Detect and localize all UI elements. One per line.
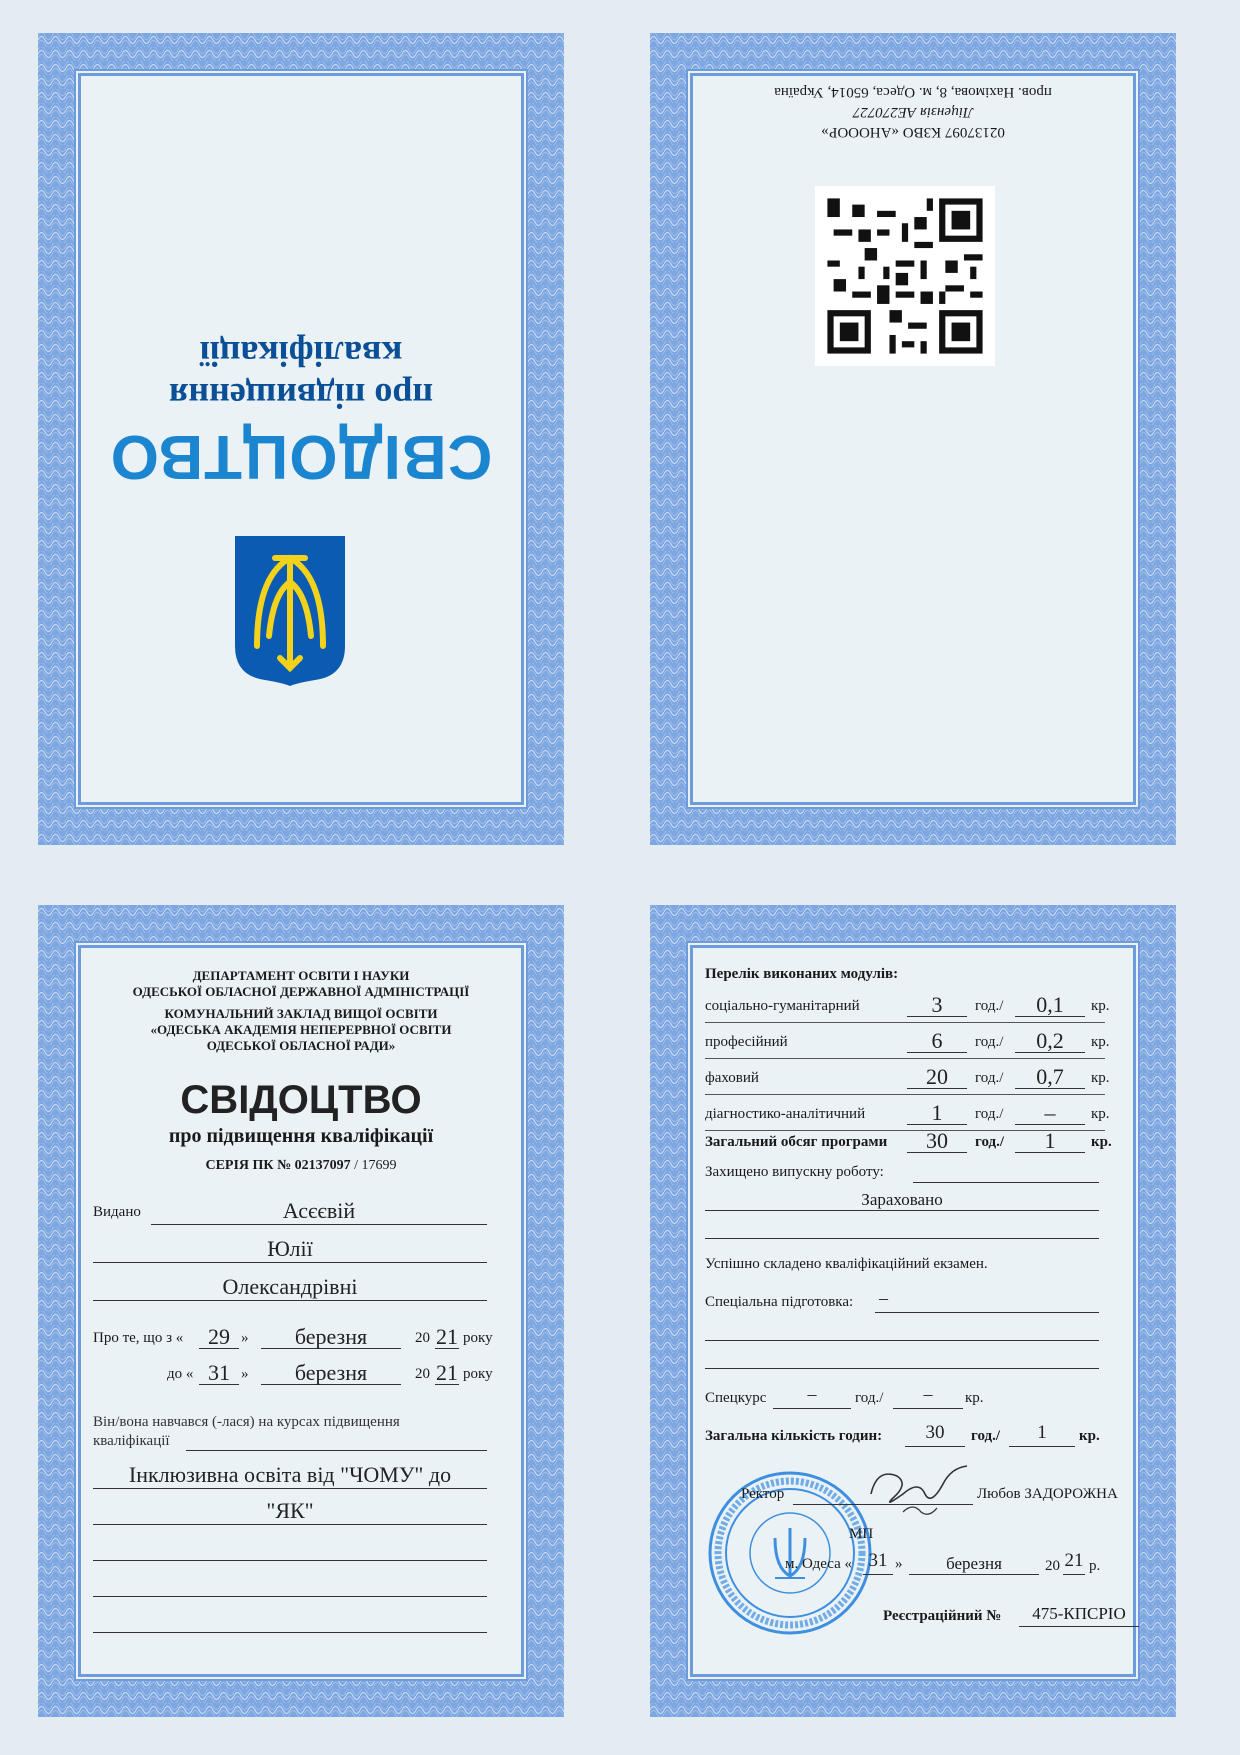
recipient-patronymic: Олександрівні bbox=[222, 1274, 358, 1299]
total2-label: Загальна кількість годин: bbox=[705, 1428, 883, 1444]
sign-year: 21 bbox=[1064, 1550, 1084, 1571]
speccourse-credits: – bbox=[923, 1384, 933, 1404]
module-credits-unit: кр. bbox=[1091, 1070, 1110, 1086]
module-hours-unit: год./ bbox=[975, 1070, 1004, 1086]
department-line-2: ОДЕСЬКОЇ ОБЛАСНОЇ ДЕРЖАВНОЇ АДМІНІСТРАЦІЇ bbox=[132, 984, 470, 999]
rector-signature-line bbox=[793, 1504, 973, 1505]
recipient-name: Юлії bbox=[267, 1236, 313, 1261]
module-hours-unit: год./ bbox=[975, 1034, 1004, 1050]
studied-line-2: кваліфікації bbox=[93, 1433, 170, 1449]
seal-mark: МП bbox=[849, 1526, 874, 1542]
back-page bbox=[650, 33, 1176, 845]
special-line-2 bbox=[705, 1340, 1099, 1341]
certificate-title: СВІДОЦТВО bbox=[180, 1078, 422, 1122]
cover-page bbox=[38, 33, 564, 845]
speccourse-label: Спецкурс bbox=[705, 1390, 767, 1406]
module-hours-unit: год./ bbox=[975, 998, 1004, 1014]
defended-label: Захищено випускну роботу: bbox=[705, 1164, 884, 1180]
module-credits-unit: кр. bbox=[1091, 1106, 1110, 1122]
rector-label: Ректор bbox=[741, 1486, 785, 1502]
total-credits-unit: кр. bbox=[1091, 1134, 1112, 1150]
speccourse-credits-unit: кр. bbox=[965, 1390, 984, 1406]
sign-quote: » bbox=[895, 1556, 903, 1572]
trident-emblem-icon bbox=[235, 536, 345, 686]
patronymic-line bbox=[93, 1300, 487, 1301]
to-year: 21 bbox=[436, 1360, 458, 1385]
studied-line bbox=[186, 1450, 487, 1451]
module-name: соціально-гуманітарний bbox=[705, 998, 860, 1014]
series-label: СЕРІЯ ПК № 02137097 bbox=[205, 1158, 351, 1173]
back-address: пров. Нахімова, 8, м. Одеса, 65014, Україна bbox=[774, 84, 1052, 100]
from-day: 29 bbox=[208, 1324, 230, 1349]
modules-heading: Перелік виконаних модулів: bbox=[705, 966, 899, 982]
cover-subtitle-2: кваліфікації bbox=[199, 334, 403, 374]
module-hours-unit: год./ bbox=[975, 1106, 1004, 1122]
cover-title: СВІДОЦТВО bbox=[109, 422, 493, 491]
official-seal-icon bbox=[705, 1468, 875, 1638]
blank-line-3 bbox=[93, 1632, 487, 1633]
total2-hours-unit: год./ bbox=[971, 1428, 1001, 1444]
to-year-label: року bbox=[463, 1366, 493, 1382]
name-line bbox=[93, 1262, 487, 1263]
total-label: Загальний обсяг програми bbox=[705, 1134, 888, 1150]
sign-month-line bbox=[909, 1574, 1039, 1575]
issued-label: Видано bbox=[93, 1204, 141, 1220]
course-line-2 bbox=[93, 1524, 487, 1525]
module-credits: 0,7 bbox=[1036, 1064, 1064, 1089]
institution-line-1: КОМУНАЛЬНИЙ ЗАКЛАД ВИЩОЇ ОСВІТИ bbox=[164, 1006, 438, 1021]
to-year-prefix: 20 bbox=[415, 1366, 430, 1382]
module-row-divider bbox=[705, 1094, 1105, 1095]
signature-icon bbox=[863, 1454, 973, 1524]
module-credits-unit: кр. bbox=[1091, 1034, 1110, 1050]
sign-year-suffix: р. bbox=[1089, 1558, 1101, 1574]
special-label: Спеціальна підготовка: bbox=[705, 1294, 854, 1310]
course-name-2: "ЯК" bbox=[266, 1498, 314, 1523]
sign-year-prefix: 20 bbox=[1045, 1558, 1060, 1574]
total2-hours: 30 bbox=[925, 1422, 945, 1443]
certificate-subtitle: про підвищення кваліфікації bbox=[168, 1125, 434, 1147]
city-label: м. Одеса « bbox=[785, 1556, 853, 1572]
registration-line bbox=[1019, 1626, 1139, 1627]
defended-line-2 bbox=[705, 1238, 1099, 1239]
total2-credits-line bbox=[1009, 1446, 1075, 1447]
from-year: 21 bbox=[436, 1324, 458, 1349]
certificate-page bbox=[38, 905, 564, 1717]
defended-value: Зараховано bbox=[861, 1190, 943, 1209]
institution-line-2: «ОДЕСЬКА АКАДЕМІЯ НЕПЕРЕРВНОЇ ОСВІТИ bbox=[150, 1022, 452, 1037]
from-quote: » bbox=[241, 1330, 249, 1346]
module-name: професійний bbox=[705, 1034, 788, 1050]
from-year-prefix: 20 bbox=[415, 1330, 430, 1346]
sign-day: 31 bbox=[868, 1550, 888, 1571]
registration-label: Реєстраційний № bbox=[883, 1608, 1002, 1624]
blank-line-1 bbox=[93, 1560, 487, 1561]
course-line-1 bbox=[93, 1488, 487, 1489]
module-name: фаховий bbox=[705, 1070, 759, 1086]
modules-page bbox=[650, 905, 1176, 1717]
module-hours: 1 bbox=[931, 1100, 943, 1125]
institution-line-3: ОДЕСЬКОЇ ОБЛАСНОЇ РАДИ» bbox=[206, 1038, 396, 1053]
special-value: – bbox=[879, 1288, 888, 1308]
studied-line-1: Він/вона навчався (-лася) на курсах підвищення bbox=[93, 1414, 400, 1430]
registration-number: 475-КПСРІО bbox=[1032, 1604, 1126, 1623]
special-line-3 bbox=[705, 1368, 1099, 1369]
qr-code-icon bbox=[815, 186, 995, 366]
speccourse-hours: – bbox=[807, 1384, 817, 1404]
department-line-1: ДЕПАРТАМЕНТ ОСВІТИ І НАУКИ bbox=[192, 968, 410, 983]
module-hours: 6 bbox=[931, 1028, 943, 1053]
module-row-divider bbox=[705, 1058, 1105, 1059]
to-month: березня bbox=[294, 1360, 368, 1385]
module-credits: – bbox=[1044, 1100, 1056, 1125]
total2-credits-unit: кр. bbox=[1079, 1428, 1100, 1444]
recipient-surname: Асєєвій bbox=[282, 1198, 356, 1223]
series-number: / 17699 bbox=[354, 1158, 397, 1173]
module-credits: 0,2 bbox=[1036, 1028, 1064, 1053]
total2-credits: 1 bbox=[1037, 1422, 1047, 1443]
total-credits: 1 bbox=[1044, 1128, 1056, 1153]
speccourse-hours-line bbox=[773, 1408, 851, 1409]
from-label: Про те, що з « bbox=[93, 1330, 184, 1346]
from-year-label: року bbox=[463, 1330, 493, 1346]
total2-hours-line bbox=[905, 1446, 965, 1447]
blank-line-2 bbox=[93, 1596, 487, 1597]
module-hours: 20 bbox=[926, 1064, 948, 1089]
cover-subtitle-1: про підвищення bbox=[168, 376, 434, 416]
course-name-1: Інклюзивна освіта від "ЧОМУ" до bbox=[128, 1462, 452, 1487]
back-institution: 02137097 КЗВО «АНООOР» bbox=[821, 124, 1005, 140]
exam-note: Успішно складено кваліфікаційний екзамен. bbox=[705, 1256, 988, 1272]
back-license: Ліцензія АЕ270727 bbox=[852, 104, 974, 120]
to-label: до « bbox=[167, 1366, 194, 1382]
sign-day-line bbox=[863, 1574, 893, 1575]
module-credits: 0,1 bbox=[1036, 992, 1064, 1017]
from-month: березня bbox=[294, 1324, 368, 1349]
defended-line bbox=[705, 1210, 1099, 1211]
to-day: 31 bbox=[208, 1360, 230, 1385]
total-hours-unit: год./ bbox=[975, 1134, 1005, 1150]
module-credits-unit: кр. bbox=[1091, 998, 1110, 1014]
defended-line-top bbox=[913, 1182, 1099, 1183]
rector-name: Любов ЗАДОРОЖНА bbox=[977, 1486, 1118, 1502]
sign-year-line bbox=[1063, 1574, 1085, 1575]
special-line bbox=[875, 1312, 1099, 1313]
total-hours: 30 bbox=[926, 1128, 948, 1153]
module-hours: 3 bbox=[931, 992, 943, 1017]
sign-month: березня bbox=[946, 1554, 1002, 1573]
surname-line bbox=[151, 1224, 487, 1225]
module-name: діагностико-аналітичний bbox=[705, 1106, 866, 1122]
to-quote: » bbox=[241, 1366, 249, 1382]
module-row-divider bbox=[705, 1022, 1105, 1023]
speccourse-hours-unit: год./ bbox=[855, 1390, 884, 1406]
speccourse-credits-line bbox=[893, 1408, 963, 1409]
